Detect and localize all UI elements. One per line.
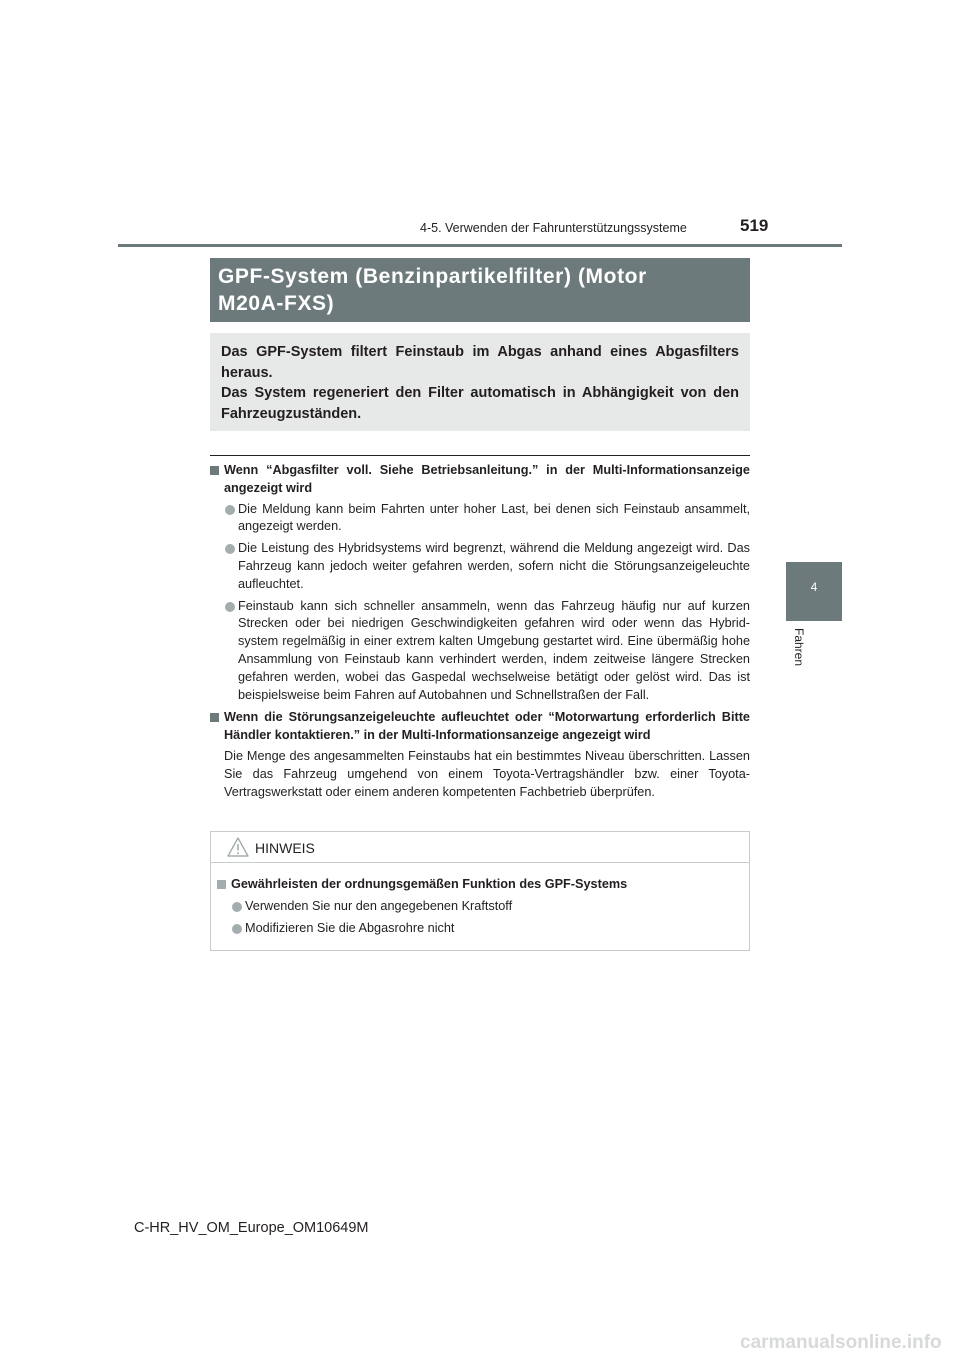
list-item	[210, 598, 750, 705]
main-content	[210, 462, 750, 807]
header-rule	[118, 244, 842, 247]
notice-heading-text: Gewährleisten der ordnungsgemäßen Funktion des GPF-Systems	[231, 877, 628, 891]
running-header: 4-5. Verwenden der Fahrunterstützungssysteme	[420, 221, 687, 235]
list-item	[210, 501, 750, 537]
intro-box	[210, 333, 750, 431]
subsection-heading-text: Wenn die Störungsanzeigeleuchte aufleuchtet oder “Motorwartung erforderlich Bitte Händler kontaktieren.” in der Multi-Informationsanzeige angezeigt wird	[224, 710, 750, 743]
notice-box	[210, 831, 750, 951]
document-id: C-HR_HV_OM_Europe_OM10649M	[134, 1220, 369, 1236]
list-item	[217, 898, 741, 916]
section-title	[210, 258, 750, 322]
list-item-text: Die Leistung des Hybridsystems wird begrenzt, während die Meldung angezeigt wird. Das Fahrzeug kann jedoch weiter gefahren werden, sofern nicht die Störungsanzeigeleuchte aufleuchtet.	[238, 541, 750, 591]
round-bullet-icon	[225, 505, 235, 515]
chapter-label: Fahren	[792, 628, 806, 667]
square-bullet-icon	[210, 466, 219, 475]
list-item	[210, 540, 750, 593]
body-paragraph: Die Menge des angesammelten Feinstaubs hat ein bestimmtes Niveau überschritten. Lassen Sie das Fahrzeug umgehend von einem Toyota-Vertragshändler bzw. einer Toyota-Vertragswerkstatt oder einem anderen kompetenten Fachbetrieb überprüfen.	[224, 748, 750, 799]
section-title-line1: GPF-System (Benzinpartikelfilter) (Motor	[218, 265, 647, 288]
notice-header	[211, 832, 749, 863]
square-bullet-icon	[210, 713, 219, 722]
section-title-line2: M20A-FXS)	[218, 292, 335, 315]
notice-heading	[217, 876, 741, 894]
list-item-text: Feinstaub kann sich schneller ansammeln, wenn das Fahrzeug häufig nur auf kurzen Strecken oder bei niedrigen Geschwindigkeiten gefahren wird oder wenn das Hybridsystem regelmäßig in einer extrem kalten Umgebung gestartet wird. Eine übermäßig hohe Ansammlung von Feinstaub kann verhindert werden, indem zeitweise längere Strecken gefahren werden, wobei das Gaspedal wechselweise betätigt oder gelöst wird. Das ist beispielsweise beim Fahren auf Autobahnen und Schnellstraßen der Fall.	[238, 598, 750, 702]
intro-paragraph: Das GPF-System filtert Feinstaub im Abgas anhand eines Abgasfilters heraus.	[221, 344, 739, 381]
round-bullet-icon	[232, 902, 242, 912]
round-bullet-icon	[225, 544, 235, 554]
watermark: carmanualsonline.info	[740, 1332, 942, 1353]
page-number: 519	[740, 216, 769, 235]
intro-paragraph: Das System regeneriert den Filter automatisch in Abhängigkeit von den Fahrzeugzuständen.	[221, 385, 739, 422]
warning-triangle-icon	[227, 837, 249, 857]
notice-body	[211, 863, 749, 937]
subsection-heading-text: Wenn “Abgasfilter voll. Siehe Betriebsanleitung.” in der Multi-Informationsanzeige angezeigt wird	[224, 463, 750, 495]
round-bullet-icon	[225, 602, 235, 612]
subsection-heading	[210, 709, 750, 745]
list-item-text: Verwenden Sie nur den angegebenen Kraftstoff	[245, 898, 513, 913]
notice-title: HINWEIS	[255, 840, 315, 856]
list-item-text: Die Meldung kann beim Fahrten unter hoher Last, bei denen sich Feinstaub ansammelt, angezeigt werden.	[238, 501, 750, 534]
square-bullet-icon	[217, 880, 226, 889]
chapter-tab: 4	[786, 562, 842, 621]
list-item-text: Modifizieren Sie die Abgasrohre nicht	[245, 920, 455, 935]
round-bullet-icon	[232, 924, 242, 934]
subsection-heading	[210, 462, 750, 498]
list-item	[217, 920, 741, 938]
section-divider	[210, 455, 750, 456]
